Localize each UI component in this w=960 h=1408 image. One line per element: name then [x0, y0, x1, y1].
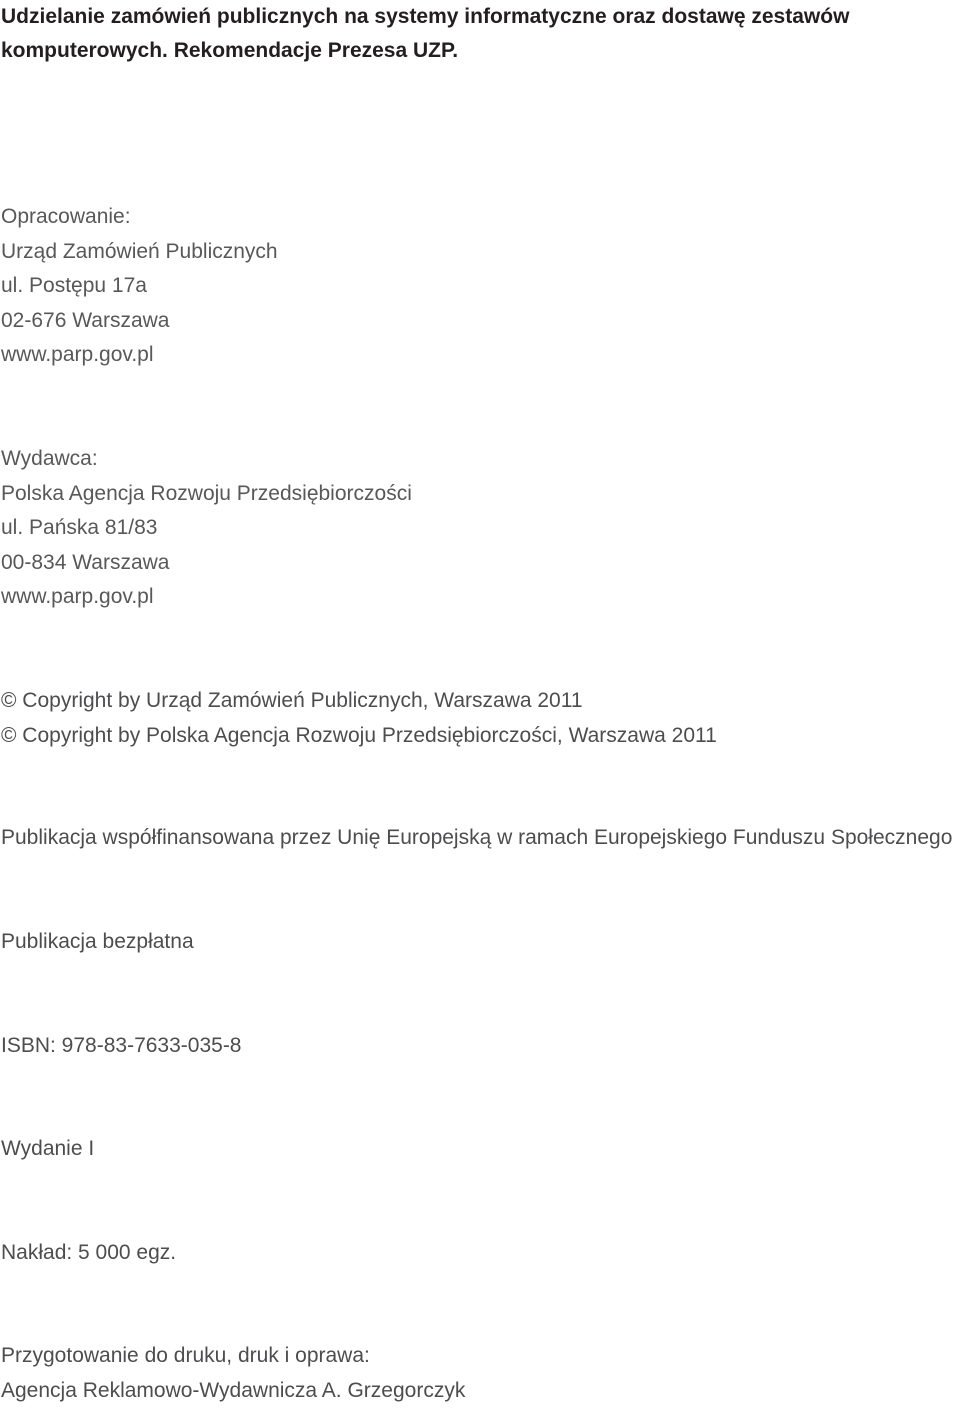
copyright-parp: © Copyright by Polska Agencja Rozwoju Przedsiębiorczości, Warszawa 2011	[1, 719, 717, 754]
print-prep-block	[1, 1339, 465, 1408]
prepared-by-label: Opracowanie:	[1, 200, 278, 235]
publisher-street: ul. Pańska 81/83	[1, 511, 412, 546]
prepared-by-street: ul. Postępu 17a	[1, 269, 278, 304]
edition: Wydanie I	[1, 1132, 94, 1166]
publisher-org: Polska Agencja Rozwoju Przedsiębiorczości	[1, 477, 412, 512]
document-title: Udzielanie zamówień publicznych na systemy informatyczne oraz dostawę zestawów komputerowych. Rekomendacje Prezesa UZP.	[1, 0, 931, 68]
prepared-by-website: www.parp.gov.pl	[1, 338, 278, 373]
prepared-by-block	[1, 200, 278, 373]
publisher-city: 00-834 Warszawa	[1, 546, 412, 581]
print-run: Nakład: 5 000 egz.	[1, 1236, 176, 1270]
print-prep-label: Przygotowanie do druku, druk i oprawa:	[1, 1339, 465, 1374]
print-prep-company: Agencja Reklamowo-Wydawnicza A. Grzegorczyk	[1, 1374, 465, 1408]
prepared-by-org: Urząd Zamówień Publicznych	[1, 235, 278, 270]
isbn: ISBN: 978-83-7633-035-8	[1, 1029, 242, 1063]
publisher-website: www.parp.gov.pl	[1, 580, 412, 615]
cofinancing-note: Publikacja współfinansowana przez Unię Europejską w ramach Europejskiego Funduszu Społecznego	[1, 821, 952, 855]
publisher-label: Wydawca:	[1, 442, 412, 477]
publisher-block	[1, 442, 412, 615]
free-publication-note: Publikacja bezpłatna	[1, 925, 194, 959]
prepared-by-city: 02-676 Warszawa	[1, 304, 278, 339]
copyright-block	[1, 684, 717, 753]
copyright-uzp: © Copyright by Urząd Zamówień Publicznych, Warszawa 2011	[1, 684, 717, 719]
